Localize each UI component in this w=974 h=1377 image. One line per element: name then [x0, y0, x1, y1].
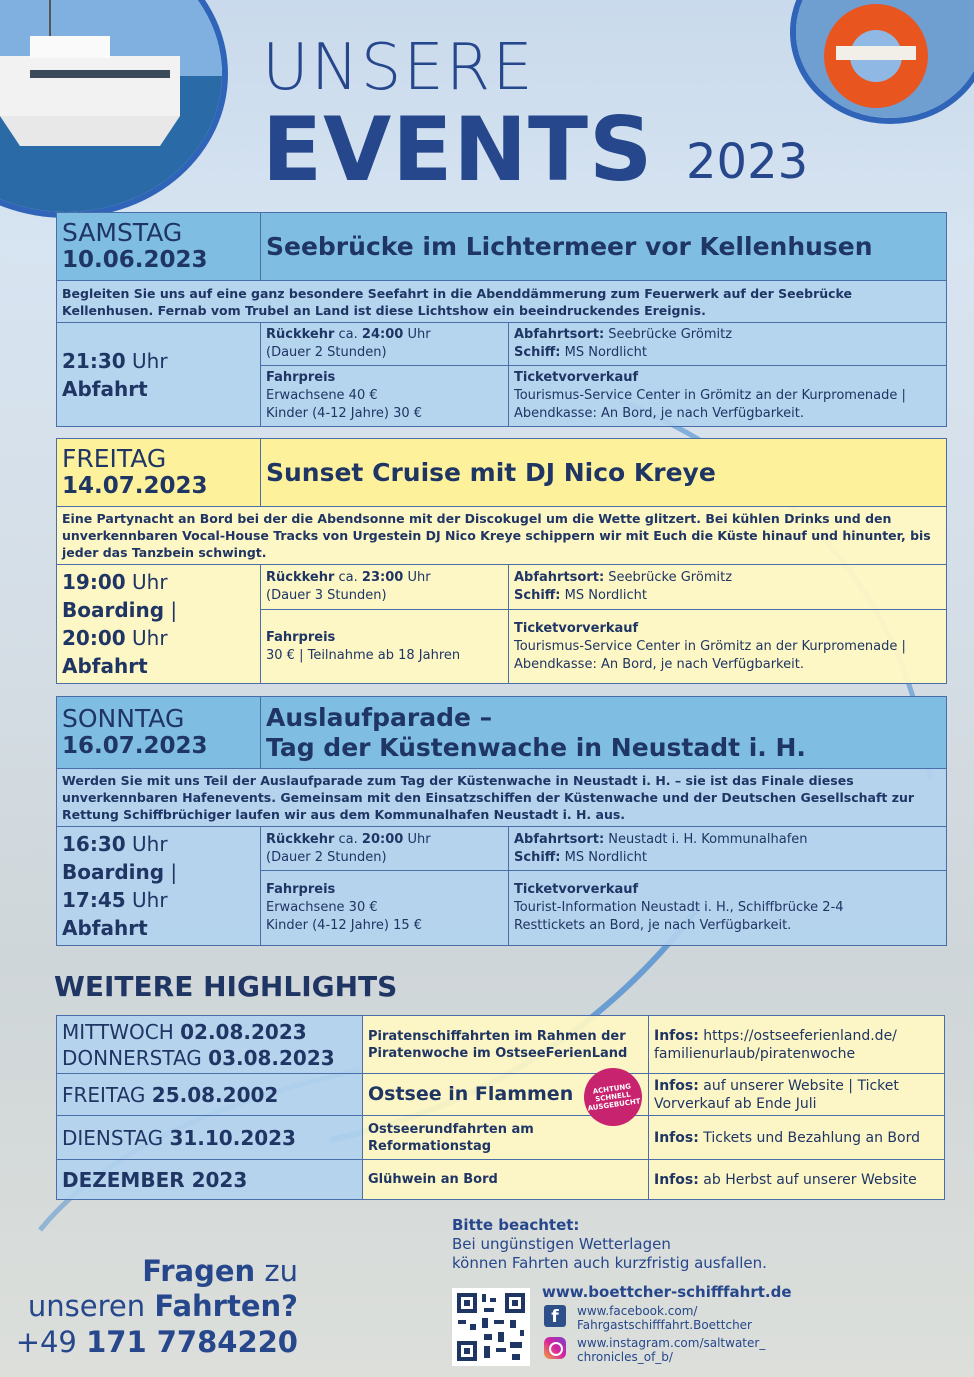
question-line-2 [28, 1289, 298, 1323]
time-label: Uhr [125, 888, 168, 912]
return-prefix: ca. [334, 570, 362, 586]
phone-prefix: +49 [15, 1325, 87, 1359]
info-value: https://ostseeferienland.de/ familienurlaub/piratenwoche [654, 1027, 897, 1062]
highlight-date-value: 25.08.2002 [151, 1082, 279, 1107]
highlight-date-value: 02.08.2023 [180, 1019, 307, 1044]
event-return [261, 565, 509, 610]
price-label: Fahrpreis [266, 882, 336, 898]
highlight-name: Ostsee in Flammen [363, 1074, 649, 1116]
title-year: 2023 [686, 134, 809, 190]
event-time [57, 323, 261, 427]
time-value: Abfahrt [62, 654, 148, 678]
time-label: Uhr [125, 348, 168, 373]
info-label: Infos: [654, 1171, 699, 1188]
phone-digits: 171 7784220 [86, 1325, 298, 1359]
highlight-info [649, 1160, 945, 1200]
return-time: 23:00 [361, 570, 404, 586]
return-time: 20:00 [361, 831, 404, 847]
highlight-info [649, 1074, 945, 1116]
event-title-cell [261, 439, 947, 507]
price-label: Fahrpreis [266, 629, 336, 645]
ticket-label: Ticketvorverkauf [514, 882, 639, 898]
departure-label: Abfahrtsort: [514, 831, 605, 847]
note-title: Bitte beachtet: [452, 1216, 580, 1234]
event-date: 14.07.2023 [62, 472, 208, 499]
qr-code-graphic [454, 1290, 528, 1364]
highlight-day: FREITAG [62, 1082, 152, 1107]
event-price [261, 610, 509, 684]
time-value: Abfahrt [62, 376, 148, 401]
price-line: Kinder (4-12 Jahre) 15 € [266, 918, 423, 934]
phone-number[interactable] [16, 1325, 298, 1359]
highlight-date [57, 1160, 363, 1200]
return-prefix: ca. [334, 327, 362, 342]
ticket-line: Abendkasse: An Bord, je nach Verfügbarkeit. [514, 656, 804, 672]
time-label: Uhr [125, 570, 168, 594]
highlight-date [57, 1116, 363, 1160]
time-value: 21:30 [62, 348, 126, 373]
event-day: FREITAG [62, 443, 167, 473]
event-date-cell [57, 213, 261, 281]
ship-label: Schiff: [514, 849, 561, 865]
return-label: Rückkehr [266, 327, 335, 342]
title-unsere: UNSERE [262, 31, 535, 105]
facebook-icon[interactable]: f [544, 1305, 566, 1327]
time-value: 20:00 [62, 626, 126, 650]
departure-value: Seebrücke Grömitz [604, 570, 733, 586]
ship-label: Schiff: [514, 588, 561, 604]
facebook-link[interactable] [577, 1304, 752, 1332]
highlight-date-value: 31.10.2023 [169, 1125, 296, 1150]
question-line-1 [142, 1254, 298, 1288]
ticket-line: Resttickets an Bord, je nach Verfügbarkeit. [514, 918, 792, 934]
event-card-3 [56, 696, 947, 946]
return-time: 24:00 [361, 327, 404, 342]
ticket-line: Tourismus-Service Center in Grömitz an der Kurpromenade | [514, 388, 906, 403]
highlight-row [57, 1074, 945, 1116]
ship-value: MS Nordlicht [560, 345, 648, 360]
highlight-name: Piratenschiffahrten im Rahmen der Piratenwoche im OstseeFerienLand [363, 1016, 649, 1074]
event-title-cell [261, 213, 947, 281]
question-word: Fahrten? [154, 1289, 298, 1323]
info-label: Infos: [654, 1129, 699, 1146]
event-date-cell [57, 697, 261, 769]
question-word: unseren [27, 1289, 155, 1323]
highlight-row [57, 1016, 945, 1074]
event-description: Werden Sie mit uns Teil der Auslaufparade zum Tag der Küstenwache in Neustadt i. H. – sie ist das Finale dieses unverkennbaren Hafenevents. Gemeinsam mit den Einsatzschiffen der Küstenwache und der Deutschen Gesellschaft zur Rettung Schiffbrüchiger laufen wir aus dem Kommunalhafen Neustadt i. H. aus. [57, 769, 947, 827]
event-date-cell [57, 439, 261, 507]
price-line: Erwachsene 40 € [266, 388, 378, 403]
duration: (Dauer 3 Stunden) [266, 588, 387, 604]
instagram-icon[interactable] [544, 1337, 566, 1359]
event-description: Begleiten Sie uns auf eine ganz besondere Seefahrt in die Abenddämmerung zum Feuerwerk auf der Seebrücke Kellenhusen. Fernab vom Trubel an Land ist diese Lichtshow ein beeindruckendes Ereignis. [57, 281, 947, 323]
time-value: Abfahrt [62, 916, 148, 940]
event-day: SONNTAG [62, 703, 185, 733]
instagram-link[interactable] [577, 1336, 765, 1364]
return-label: Rückkehr [266, 831, 335, 847]
title-events: EVENTS [262, 98, 654, 201]
facebook-url-line: Fahrgastschifffahrt.Boettcher [577, 1318, 752, 1332]
ticket-line: Tourismus-Service Center in Grömitz an der Kurpromenade | [514, 638, 906, 654]
price-line: 30 € | Teilnahme ab 18 Jahren [266, 647, 461, 663]
event-time [57, 565, 261, 684]
event-time [57, 827, 261, 946]
event-card-2 [56, 438, 947, 684]
departure-value: Neustadt i. H. Kommunalhafen [604, 831, 808, 847]
highlight-info [649, 1116, 945, 1160]
sold-out-badge: ACHTUNG SCHNELL AUSGEBUCHT [580, 1064, 646, 1130]
highlight-day: DONNERSTAG [62, 1045, 209, 1070]
highlights-table [56, 1015, 945, 1200]
info-value: ab Herbst auf unserer Website [698, 1171, 917, 1188]
return-suffix: Uhr [403, 570, 431, 586]
ship-value: MS Nordlicht [560, 849, 648, 865]
event-card-1 [56, 212, 947, 427]
time-value: 17:45 [62, 888, 126, 912]
highlight-day: DIENSTAG [62, 1125, 170, 1150]
note-line: Bei ungünstigen Wetterlagen [452, 1235, 671, 1253]
highlight-name: Ostseerundfahrten am Reformationstag [363, 1116, 649, 1160]
question-word: zu [255, 1254, 298, 1288]
question-word: Fragen [142, 1254, 256, 1288]
info-label: Infos: [654, 1027, 699, 1044]
time-label: Uhr [125, 832, 168, 856]
note-line: können Fahrten auch kurzfristig ausfallen. [452, 1254, 767, 1272]
event-title: Seebrücke im Lichtermeer vor Kellenhusen [266, 231, 873, 261]
event-date: 16.07.2023 [62, 732, 208, 759]
highlight-date [57, 1016, 363, 1074]
ship-label: Schiff: [514, 345, 561, 360]
duration: (Dauer 2 Stunden) [266, 849, 387, 865]
event-description: Eine Partynacht an Bord bei der die Abendsonne mit der Discokugel um die Wette glitzert. Bei kühlen Drinks und den unverkennbaren Vocal-House Tracks von Urgestein DJ Nico Kreye schippern wir mit Euch die Küste hinauf und hinunter, bis jeder das Tanzbein schwingt. [57, 507, 947, 565]
event-price [261, 366, 509, 427]
ticket-label: Ticketvorverkauf [514, 370, 639, 385]
event-return [261, 827, 509, 871]
event-return [261, 323, 509, 366]
departure-value: Seebrücke Grömitz [604, 327, 733, 342]
highlight-day: MITTWOCH [62, 1019, 181, 1044]
ticket-line: Abendkasse: An Bord, je nach Verfügbarkeit. [514, 406, 804, 421]
return-suffix: Uhr [403, 831, 431, 847]
time-value: 16:30 [62, 832, 126, 856]
event-departure [509, 323, 947, 366]
return-suffix: Uhr [403, 327, 431, 342]
return-label: Rückkehr [266, 570, 335, 586]
event-title-cell [261, 697, 947, 769]
duration: (Dauer 2 Stunden) [266, 345, 387, 360]
ship-value: MS Nordlicht [560, 588, 648, 604]
event-tickets [509, 610, 947, 684]
highlights-title: WEITERE HIGHLIGHTS [54, 970, 398, 1003]
event-departure [509, 827, 947, 871]
event-title-line: Tag der Küstenwache in Neustadt i. H. [266, 732, 806, 762]
event-date: 10.06.2023 [62, 246, 208, 273]
highlight-info [649, 1016, 945, 1074]
event-tickets [509, 366, 947, 427]
info-value: auf unserer Website | Ticket Vorverkauf ab Ende Juli [654, 1077, 899, 1112]
departure-label: Abfahrtsort: [514, 570, 605, 586]
highlight-name: Glühwein an Bord [363, 1160, 649, 1200]
highlight-date-value: DEZEMBER 2023 [62, 1167, 248, 1192]
event-tickets [509, 871, 947, 946]
event-departure [509, 565, 947, 610]
highlight-date [57, 1074, 363, 1116]
event-price [261, 871, 509, 946]
facebook-url-line: www.facebook.com/ [577, 1304, 698, 1318]
highlight-row [57, 1160, 945, 1200]
time-label: | [164, 860, 178, 884]
website-link[interactable]: www.boettcher-schifffahrt.de [542, 1283, 792, 1301]
event-title: Sunset Cruise mit DJ Nico Kreye [266, 457, 716, 487]
price-line: Kinder (4-12 Jahre) 30 € [266, 406, 423, 421]
event-title-line: Auslaufparade – [266, 702, 493, 732]
info-label: Infos: [654, 1077, 699, 1094]
highlight-row [57, 1116, 945, 1160]
time-label: | [164, 598, 178, 622]
instagram-url-line: www.instagram.com/saltwater_ [577, 1336, 766, 1350]
ticket-line: Tourist-Information Neustadt i. H., Schiffbrücke 2-4 [514, 900, 844, 916]
ticket-label: Ticketvorverkauf [514, 620, 639, 636]
qr-code[interactable] [452, 1288, 530, 1366]
weather-note [452, 1216, 767, 1273]
time-label: Uhr [125, 626, 168, 650]
time-value: Boarding [62, 598, 165, 622]
highlight-date-value: 03.08.2023 [208, 1045, 335, 1070]
time-value: 19:00 [62, 570, 126, 594]
return-prefix: ca. [334, 831, 362, 847]
info-value: Tickets und Bezahlung an Bord [698, 1129, 920, 1146]
instagram-url-line: chronicles_of_b/ [577, 1350, 673, 1364]
event-day: SAMSTAG [62, 217, 183, 247]
departure-label: Abfahrtsort: [514, 327, 605, 342]
time-value: Boarding [62, 860, 165, 884]
price-line: Erwachsene 30 € [266, 900, 378, 916]
price-label: Fahrpreis [266, 370, 336, 385]
